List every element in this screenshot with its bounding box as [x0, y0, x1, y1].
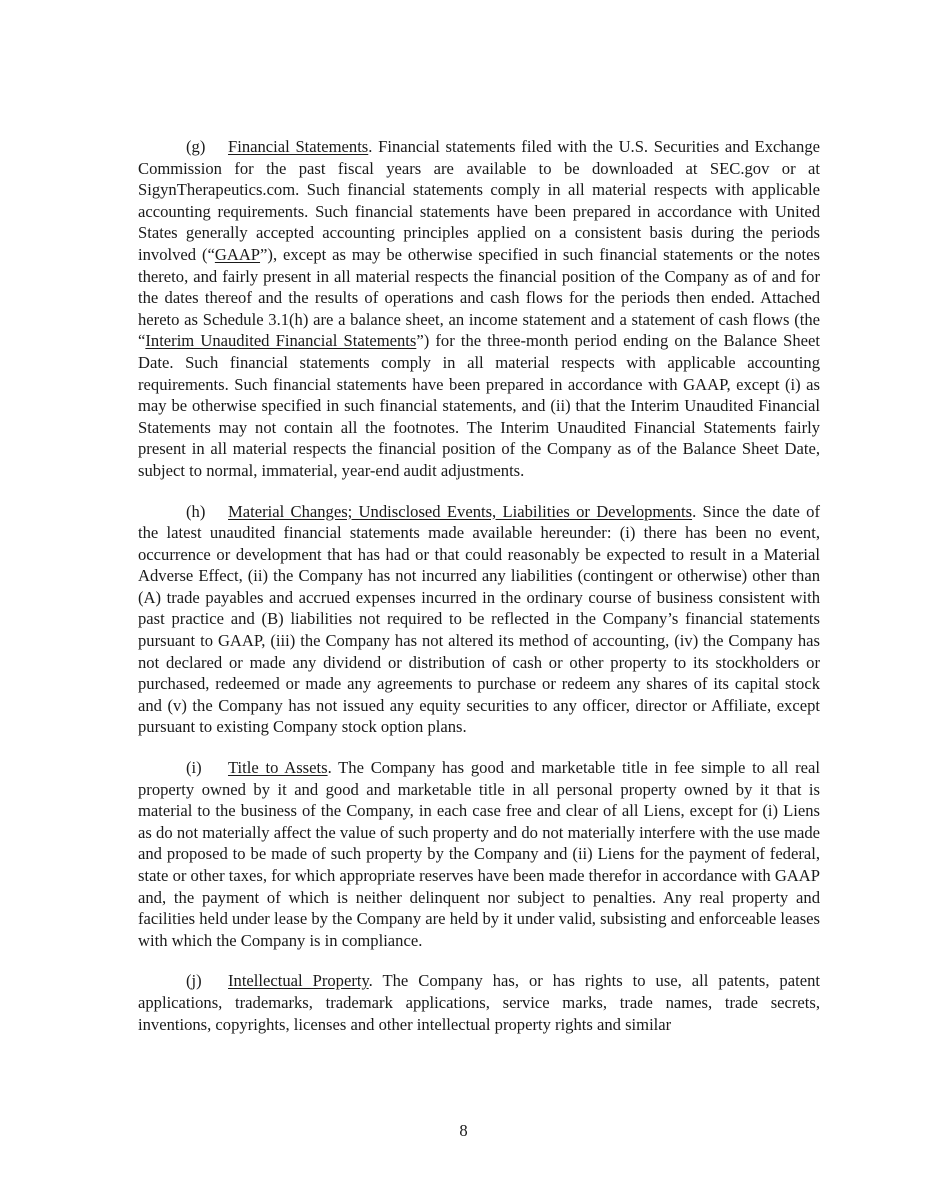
- section-g-financial-statements: [138, 136, 820, 482]
- section-h-material-changes: [138, 501, 820, 739]
- page-number: 8: [459, 1121, 468, 1140]
- section-heading: Financial Statements: [228, 137, 369, 156]
- section-label: (g): [186, 137, 206, 156]
- section-text: . The Company has good and marketable title in fee simple to all real property owned by it and good and marketable title in all personal property owned by it that is material to the business of the Company, in each case free and clear of all Liens, except for (i) Liens as do not materially affect the value of such property and do not materially interfere with the use made and proposed to be made of such property by the Company and (ii) Liens for the payment of federal, state or other taxes, for which appropriate reserves have been made therefor in accordance with GAAP and, the payment of which is neither delinquent nor subject to penalties. Any real property and facilities held under lease by the Company are held by it under valid, subsisting and enforceable leases with which the Company is in compliance.: [138, 758, 821, 950]
- section-text: . Since the date of the latest unaudited financial statements made available hereunder: (i) there has been no event, occurrence or development that has had or that could reasonably be expected to result in a Material Adverse Effect, (ii) the Company has not incurred any liabilities (contingent or otherwise) other than (A) trade payables and accrued expenses incurred in the ordinary course of business consistent with past practice and (B) liabilities not required to be reflected in the Company’s financial statements pursuant to GAAP, (iii) the Company has not altered its method of accounting, (iv) the Company has not declared or made any dividend or distribution of cash or other property to its stockholders or purchased, redeemed or made any agreements to purchase or redeem any shares of its capital stock and (v) the Company has not issued any equity securities to any officer, director or Affiliate, except pursuant to existing Company stock option plans.: [138, 501, 820, 737]
- section-label: (i): [186, 758, 202, 778]
- document-body: [138, 136, 820, 1054]
- section-i-title-to-assets: [138, 757, 820, 951]
- section-heading: Title to Assets: [228, 758, 328, 778]
- section-label: (j): [186, 971, 202, 991]
- section-text: ”), except as may be otherwise specified in such financial statements or the notes thereto, and fairly present in all material respects the financial position of the Company as of and for the dates thereof and the results of operations and cash flows for the periods then ended. Attached hereto as Schedule 3.1(h) are a balance sheet, an income statement and a statement of cash flows (the “: [138, 244, 820, 351]
- section-text: . The Company has, or has rights to use, all patents, patent applications, trademarks, trademark applications, service marks, trade names, trade secrets, inventions, copyrights, licenses and other intellectual property rights and similar: [138, 971, 820, 1034]
- section-text: ”) for the three-month period ending on the Balance Sheet Date. Such financial statements comply in all material respects with applicable accounting requirements. Such financial statements have been prepared in accordance with GAAP, except (i) as may be otherwise specified in such financial statements, and (ii) that the Interim Unaudited Financial Statements may not contain all the footnotes. The Interim Unaudited Financial Statements fairly present in all material respects the financial position of the Company as of the Balance Sheet Date, subject to normal, immaterial, year-end audit adjustments.: [138, 331, 820, 480]
- section-j-intellectual-property: [138, 970, 820, 1035]
- section-text: . Financial statements filed with the U.S. Securities and Exchange Commission for the past fiscal years are available to be downloaded at SEC.gov or at SigynTherapeutics.com. Such financial statements comply in all material respects with applicable accounting requirements. Such financial statements have been prepared in accordance with United States generally accepted accounting principles applied on a consistent basis during the periods involved (“: [138, 137, 820, 264]
- defined-term-gaap: GAAP: [214, 244, 261, 264]
- section-heading: Intellectual Property: [228, 971, 369, 991]
- section-label: (h): [186, 501, 206, 521]
- section-heading: Material Changes; Undisclosed Events, Liabilities or Developments: [228, 501, 693, 521]
- defined-term-interim-statements: Interim Unaudited Financial Statements: [145, 331, 417, 351]
